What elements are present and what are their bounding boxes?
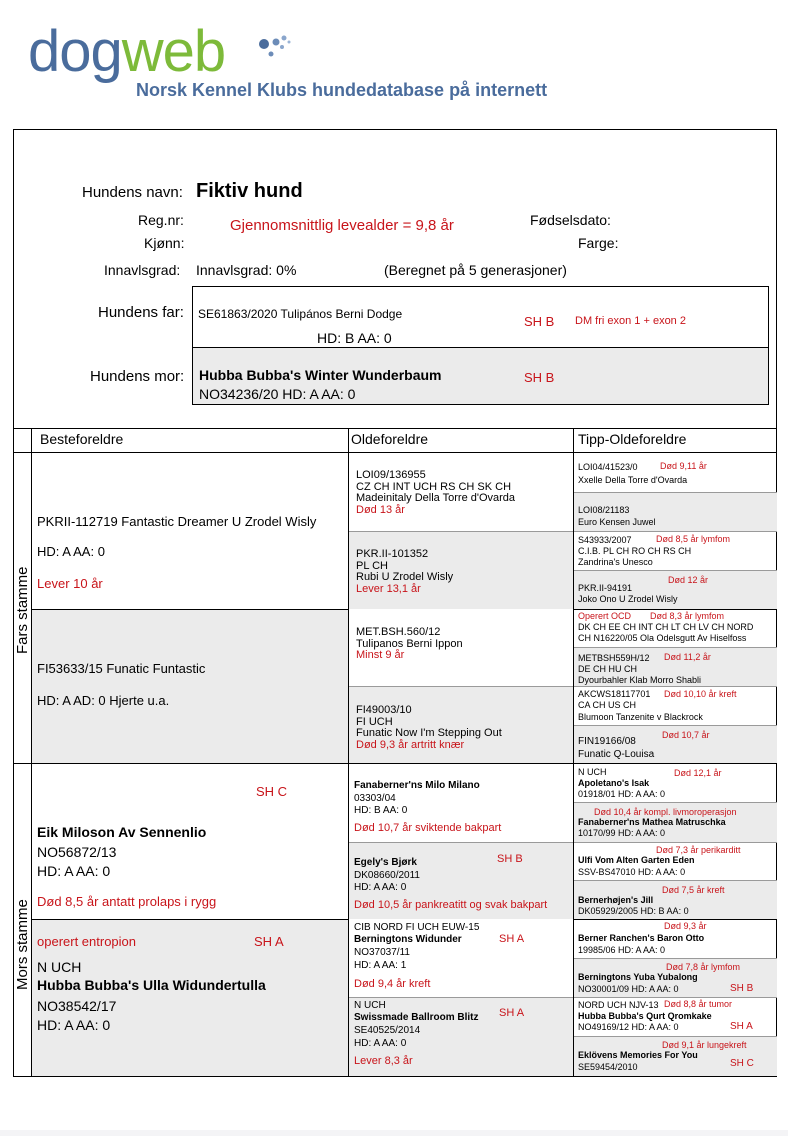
gp-3-sh: SH C [256, 784, 288, 799]
gggp-8 [574, 726, 777, 763]
gp-3 [32, 764, 348, 919]
gp-2-hd: HD: A AD: 0 Hjerte u.a. [37, 693, 170, 708]
gggp-7-status: Død 10,10 år kreft [664, 689, 737, 699]
ggp-8-sh: SH A [499, 1007, 525, 1019]
mother-sh: SH B [524, 370, 555, 385]
gp-4-name: Hubba Bubba's Ulla Widundertulla [37, 977, 266, 993]
gggp-15-name: Hubba Bubba's Qurt Qromkake [578, 1011, 712, 1021]
gggp-6-name: Dyourbahler Klab Morro Shabli [578, 675, 702, 685]
gp-2 [32, 610, 348, 763]
ggp-5-reg: 03303/04 [354, 793, 396, 804]
gggp-11-line: SSV-BS47010 HD: A AA: 0 [578, 867, 686, 877]
gggp-9-line: 01918/01 HD: A AA: 0 [578, 789, 666, 799]
ggp-7-title: CIB NORD FI UCH EUW-15 [354, 922, 480, 933]
gggp-6-status: Død 11,2 år [664, 652, 711, 662]
gggp-15 [574, 998, 777, 1036]
gp-2-id: FI53633/15 Funatic Funtastic [37, 661, 206, 676]
gggp-1 [574, 453, 777, 492]
gggp-9-title: N UCH [578, 767, 607, 777]
col-header-ggp: Oldeforeldre [351, 431, 429, 447]
gggp-10-name: Fanaberner'ns Mathea Matruschka [578, 817, 726, 827]
gggp-1-status: Død 9,11 år [660, 461, 707, 471]
gggp-7-id: AKCWS18117701 [578, 689, 651, 699]
gggp-15-status: Død 8,8 år tumor [664, 999, 733, 1009]
ggp-6-hd: HD: A AA: 0 [354, 882, 407, 893]
gggp-7 [574, 687, 777, 725]
gggp-5-title2: CH N16220/05 Ola Odelsgutt Av Hiselfoss [578, 633, 747, 643]
name-label: Hundens navn: [82, 184, 183, 201]
col-header-gp: Besteforeldre [40, 431, 124, 447]
gggp-1-id: LOI04/41523/0 [578, 462, 638, 472]
gp-3-name: Eik Miloson Av Sennenlio [37, 824, 207, 840]
ggp-1-l2: CZ CH INT UCH RS CH SK CH [356, 480, 512, 493]
gggp-16-sh: SH C [730, 1058, 754, 1069]
ggp-8 [349, 998, 573, 1076]
gggp-14-name: Berningtons Yuba Yubalong [578, 972, 698, 982]
ggp-7-name: Berningtons Widunder [354, 934, 462, 945]
gp-4-note: operert entropion [37, 934, 137, 949]
inbreed-label: Innavlsgrad: [104, 262, 181, 278]
gggp-1-name: Xxelle Della Torre d'Ovarda [578, 475, 688, 485]
gp-3-hd: HD: A AA: 0 [37, 863, 111, 879]
gggp-5-status: Død 8,3 år lymfom [650, 611, 725, 621]
ggp-5-name: Fanaberner'ns Milo Milano [354, 780, 480, 791]
ggp-2-l2: PL CH [356, 559, 388, 572]
gggp-7-title: CA CH US CH [578, 700, 637, 710]
ggp-3-l1: MET.BSH.560/12 [356, 626, 441, 638]
gggp-4 [574, 571, 777, 609]
ggp-8-title: N UCH [354, 1000, 386, 1011]
gp-4 [32, 920, 348, 1076]
logo-web: web [121, 19, 226, 84]
ggp-6-name: Egely's Bjørk [354, 857, 417, 868]
gggp-7-name: Blumoon Tanzenite v Blackrock [578, 712, 703, 722]
gp-4-hd: HD: A AA: 0 [37, 1017, 111, 1033]
gggp-15-title: NORD UCH NJV-13 [578, 1000, 659, 1010]
gggp-3-status: Død 8,5 år lymfom [656, 534, 731, 544]
gggp-3-id: S43933/2007 [578, 535, 632, 545]
ggp-4-l3: Funatic Now I'm Stepping Out [356, 727, 502, 740]
gp-3-status: Død 8,5 år antatt prolaps i rygg [37, 894, 217, 909]
ggp-8-reg: SE40525/2014 [354, 1025, 421, 1036]
gggp-3 [574, 532, 777, 570]
gggp-9-status: Død 12,1 år [674, 768, 722, 778]
birth-label: Fødselsdato: [530, 212, 611, 228]
gp-4-reg: NO38542/17 [37, 998, 117, 1014]
gggp-13-status: Død 9,3 år [664, 921, 707, 931]
ggp-7-hd: HD: A AA: 1 [354, 960, 407, 971]
ggp-8-hd: HD: A AA: 0 [354, 1038, 407, 1049]
gggp-12-line: DK05929/2005 HD: B AA: 0 [578, 906, 689, 916]
ggp-1-l1: LOI09/136955 [356, 469, 426, 481]
gggp-15-line: NO49169/12 HD: A AA: 0 [578, 1022, 679, 1032]
father-label: Hundens far: [98, 304, 184, 321]
ggp-5-hd: HD: B AA: 0 [354, 805, 408, 816]
father-dm: DM fri exon 1 + exon 2 [575, 315, 686, 327]
father-id: SE61863/2020 Tulipános Berni Dodge [198, 307, 403, 321]
gggp-3-name: Zandrina's Unesco [578, 557, 653, 567]
mother-name: Hubba Bubba's Winter Wunderbaum [199, 367, 442, 383]
mother-label: Hundens mor: [90, 368, 185, 385]
gggp-5 [574, 610, 777, 647]
ggp-7-sh: SH A [499, 933, 525, 945]
gggp-8-id: FIN19166/08 [578, 736, 636, 747]
gggp-8-status: Død 10,7 år [662, 730, 710, 740]
color-label: Farge: [578, 235, 619, 251]
gggp-13-name: Berner Ranchen's Baron Otto [578, 933, 705, 943]
ggp-1-status: Død 13 år [356, 503, 405, 516]
ggp-1-l3: Madeinitaly Della Torre d'Ovarda [356, 492, 516, 505]
gggp-8-name: Funatic Q-Louisa [578, 749, 655, 760]
gggp-10-status: Død 10,4 år kompl. livmoroperasjon [594, 807, 737, 817]
logo-dog: dog [28, 19, 122, 84]
grid-top [13, 428, 777, 429]
gggp-16 [574, 1037, 777, 1076]
gggp-9 [574, 764, 777, 802]
gp-1 [32, 453, 349, 609]
gggp-9-name: Apoletano's Isak [578, 778, 650, 788]
gggp-12 [574, 881, 777, 919]
ggp-4-l1: FI49003/10 [356, 704, 412, 716]
gggp-5-note: Operert OCD [578, 611, 632, 621]
gggp-3-title: C.I.B. PL CH RO CH RS CH [578, 546, 692, 556]
ggp-4-status: Død 9,3 år artritt knær [356, 738, 465, 751]
gggp-14-status: Død 7,8 år lymfom [666, 962, 741, 972]
ggp-2-l3: Rubi U Zrodel Wisly [356, 571, 454, 584]
father-box [192, 286, 769, 348]
gp-3-reg: NO56872/13 [37, 844, 117, 860]
ggp-6-status: Død 10,5 år pankreatitt og svak bakpart [354, 899, 548, 911]
reg-label: Reg.nr: [138, 212, 184, 228]
gp-1-id: PKRII-112719 Fantastic Dreamer U Zrodel Wisly [37, 514, 317, 529]
gggp-10 [574, 803, 777, 842]
gggp-12-name: Bernerhøjen's Jill [578, 895, 654, 905]
gggp-13-line: 19985/06 HD: A AA: 0 [578, 945, 666, 955]
gggp-16-line: SE59454/2010 [578, 1062, 638, 1072]
gggp-4-id: PKR.II-94191 [578, 583, 633, 593]
gggp-6-title: DE CH HU CH [578, 664, 638, 674]
mother-reg: NO34236/20 HD: A AA: 0 [199, 386, 356, 402]
gggp-10-line: 10170/99 HD: A AA: 0 [578, 828, 666, 838]
ggp-4-l2: FI UCH [356, 715, 393, 728]
gggp-15-sh: SH A [730, 1021, 753, 1032]
gp-4-sh: SH A [254, 934, 284, 949]
ggp-3-status: Minst 9 år [356, 649, 405, 662]
ggp-7-status: Død 9,4 år kreft [354, 978, 431, 990]
mors-stamme-label: Mors stamme [14, 899, 31, 990]
gggp-11-status: Død 7,3 år perikarditt [656, 845, 741, 855]
ggp-7 [349, 920, 573, 997]
gp-1-hd: HD: A AA: 0 [37, 544, 105, 559]
gggp-5-title: DK CH EE CH INT CH LT CH LV CH NORD [578, 622, 754, 632]
logo-subtitle: Norsk Kennel Klubs hundedatabase på internett [136, 80, 548, 100]
mother-box [192, 347, 769, 405]
gggp-4-name: Joko Ono U Zrodel Wisly [578, 594, 678, 604]
ggp-2 [349, 532, 573, 609]
gggp-4-status: Død 12 år [668, 575, 709, 585]
gggp-14-line: NO30001/09 HD: A AA: 0 [578, 984, 679, 994]
dogweb-logo [28, 19, 226, 84]
father-hd: HD: B AA: 0 [317, 330, 392, 346]
ggp-1 [349, 453, 573, 531]
ggp-5 [349, 764, 573, 842]
gggp-14-sh: SH B [730, 983, 754, 994]
ggp-8-status: Lever 8,3 år [354, 1055, 413, 1067]
gggp-12-status: Død 7,5 år kreft [662, 885, 725, 895]
gp-1-status: Lever 10 år [37, 576, 103, 591]
ggp-6 [349, 843, 573, 919]
father-sh: SH B [524, 314, 555, 329]
gggp-16-status: Død 9,1 år lungekreft [662, 1040, 747, 1050]
ggp-3 [349, 610, 573, 686]
sex-label: Kjønn: [144, 235, 185, 251]
gggp-11 [574, 843, 777, 880]
gggp-14 [574, 959, 777, 997]
gggp-2 [574, 493, 777, 531]
ggp-8-name: Swissmade Ballroom Blitz [354, 1012, 479, 1023]
inbreed-note: (Beregnet på 5 generasjoner) [384, 262, 567, 278]
inbreed-value: Innavlsgrad: 0% [196, 262, 297, 278]
ggp-5-status: Død 10,7 år sviktende bakpart [354, 822, 502, 834]
gggp-11-name: Ulfi Vom Alten Garten Eden [578, 855, 695, 865]
gggp-2-id: LOI08/21183 [578, 505, 630, 515]
ggp-7-reg: NO37037/11 [354, 947, 410, 958]
ggp-2-l1: PKR.II-101352 [356, 548, 429, 560]
ggp-4 [349, 687, 573, 763]
gggp-6-id: METBSH559H/12 [578, 653, 650, 663]
gp-4-title: N UCH [37, 959, 82, 975]
col-header-gggp: Tipp-Oldeforeldre [578, 431, 687, 447]
ggp-6-reg: DK08660/2011 [354, 870, 420, 881]
ggp-3-l2: Tulipanos Berni Ippon [356, 637, 463, 650]
gggp-16-name: Eklövens Memories For You [578, 1050, 698, 1060]
gggp-6 [574, 648, 777, 686]
ggp-6-sh: SH B [497, 853, 523, 865]
dots-icon [256, 32, 296, 62]
gggp-13 [574, 920, 777, 958]
avg-life: Gjennomsnittlig levealder = 9,8 år [230, 217, 454, 234]
gggp-2-name: Euro Kensen Juwel [578, 517, 656, 527]
dog-name: Fiktiv hund [196, 180, 303, 202]
fars-stamme-label: Fars stamme [14, 566, 31, 654]
ggp-2-status: Lever 13,1 år [356, 582, 421, 595]
